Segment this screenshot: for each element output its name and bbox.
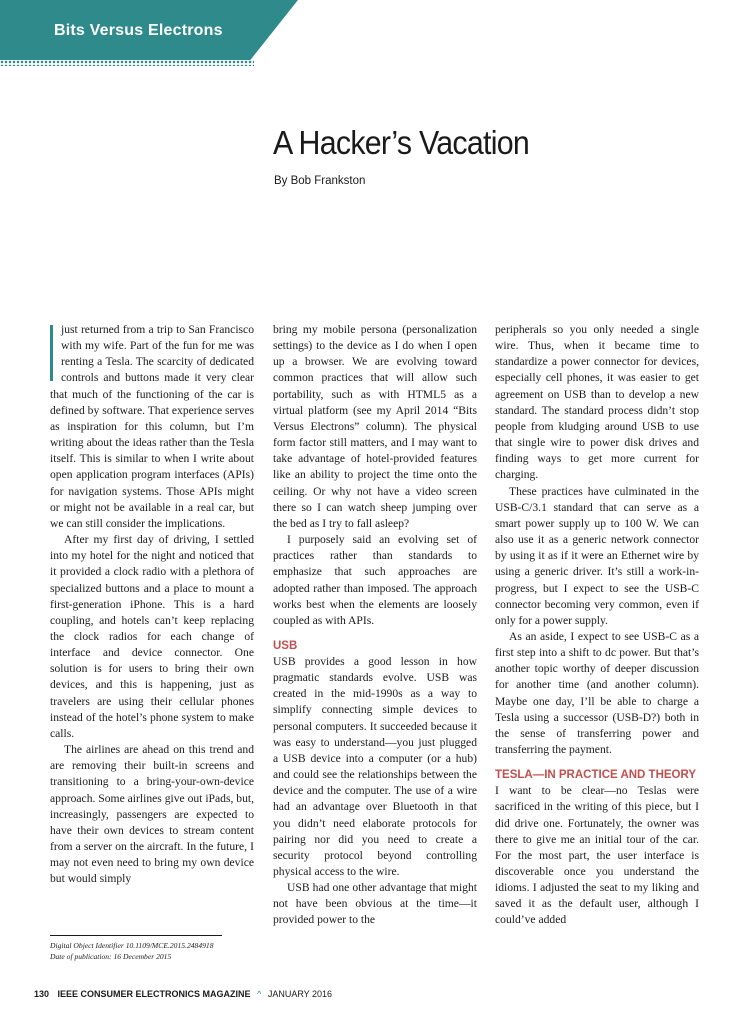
publication-date: Date of publication: 16 December 2015 bbox=[50, 952, 172, 961]
paragraph: I want to be clear—no Teslas were sacrificed in the writing of this piece, but I did drive one. Fortunately, the owner was there to give me an initial tour of the car. For the most part, the user interface is discoverable once you understand the idioms. I adjusted the seat to my liking and saved it as the default user, although I could’ve added bbox=[495, 784, 699, 927]
body-column-1 bbox=[50, 322, 254, 887]
article-title: A Hacker’s Vacation bbox=[273, 124, 530, 161]
body-column-3 bbox=[495, 322, 699, 929]
section-heading-usb: USB bbox=[273, 639, 298, 652]
page-footer bbox=[34, 989, 332, 999]
paragraph: USB provides a good lesson in how pragmatic standards evolve. USB was created in the mid-1990s as a way to simplify connecting simple devices to personal computers. It succeeded because it was easy to understand—you just plugged a USB device into a computer (or a hub) and could see the relationships between the device and the computer. The use of a wire had an advantage over Bluetooth in that you didn’t need elaborate protocols for pairing nor did you need to create a security protocol beyond controlling physical access to the wire. bbox=[273, 654, 477, 878]
paragraph: USB had one other advantage that might not have been obvious at the time—it provided power to the bbox=[273, 881, 477, 927]
paragraph: peripherals so you only needed a single wire. Thus, when it became time to standardize a power connector for devices, especially cell phones, it was easier to get agreement on USB than to develop a new standard. The standard process didn’t stop people from kludging around USB to use that single wire to power disk drives and finding ways to get more current for charging. bbox=[495, 323, 699, 482]
paragraph: just returned from a trip to San Francisco with my wife. Part of the fun for me was renting a Tesla. The scarcity of dedicated controls and buttons made it very clear that much of the functioning of the car is defined by software. That experience serves as inspiration for this column, but I’m writing about the ideas rather than the Tesla itself. This is similar to when I write about open application program interfaces (APIs) for navigation systems. Those APIs might or might not be available in a real car, but we can still consider the implications. bbox=[50, 323, 254, 530]
paragraph: These practices have culminated in the USB-C/3.1 standard that can serve as a smart power supply up to 100 W. We can also use it as a generic network connector by using it as if it were an Ethernet wire by using a generic driver. It’s still a work-in-progress, but I expect to see the USB-C connector becoming very common, even if only for a power supply. bbox=[495, 484, 699, 627]
paragraph: bring my mobile persona (personalization settings) to the device as I do when I open up a browser. We are evolving toward common practices that will allow such portability, such as with HTML5 as a virtual platform (see my April 2014 “Bits Versus Electrons” column). The physical form factor still matters, and I may want to take advantage of hotel-provided features like an ability to project the time onto the ceiling. Or why not have a video screen there so I can watch sheep jumping over the bed as I try to fall asleep? bbox=[273, 323, 477, 530]
paragraph: After my first day of driving, I settled into my hotel for the night and noticed that it provided a clock radio with a plethora of specialized buttons and a place to mount a first-generation iPhone. This is a hard coupling, and hotels can’t keep replacing the clock radios for each change of interface and device connector. One solution is for users to bring their own devices, and this is happening, just as travelers are using their cellular phones instead of the hotel’s phone system to make calls. bbox=[50, 533, 254, 740]
page-number: 130 bbox=[34, 989, 50, 999]
issue-date: JANUARY 2016 bbox=[267, 989, 333, 999]
footnote-divider bbox=[50, 935, 222, 936]
byline: By Bob Frankston bbox=[274, 175, 366, 187]
section-heading-tesla: TESLA—IN PRACTICE AND THEORY bbox=[495, 769, 697, 782]
section-label: Bits Versus Electrons bbox=[54, 22, 223, 39]
footnote bbox=[50, 940, 260, 962]
doi-text: Digital Object Identifier 10.1109/MCE.2015.2484918 bbox=[50, 941, 214, 950]
body-column-2 bbox=[273, 322, 477, 929]
footer-separator: ^ bbox=[257, 989, 262, 999]
paragraph: I purposely said an evolving set of practices rather than standards to emphasize that such approaches are adopted rather than imposed. The approach works best when the elements are loosely coupled as with APIs. bbox=[273, 533, 477, 627]
paragraph: As an aside, I expect to see USB-C as a first step into a shift to dc power. But that’s another topic worthy of deeper discussion for another time (and another column). Maybe one day, I’ll be able to charge a Tesla using a successor (USB-D?) both in the sense of transferring power and transferring the payment. bbox=[495, 629, 699, 757]
magazine-name: IEEE CONSUMER ELECTRONICS MAGAZINE bbox=[57, 989, 251, 999]
drop-cap-i bbox=[50, 325, 53, 381]
paragraph: The airlines are ahead on this trend and are removing their built-in screens and transitioning to a bring-your-own-device approach. Some airlines give out iPads, but, increasingly, passengers are expected to have their own devices to stream content from a server on the aircraft. In the future, I may not even need to bring my own device but would simply bbox=[50, 743, 254, 886]
banner-dot-pattern bbox=[0, 60, 254, 66]
